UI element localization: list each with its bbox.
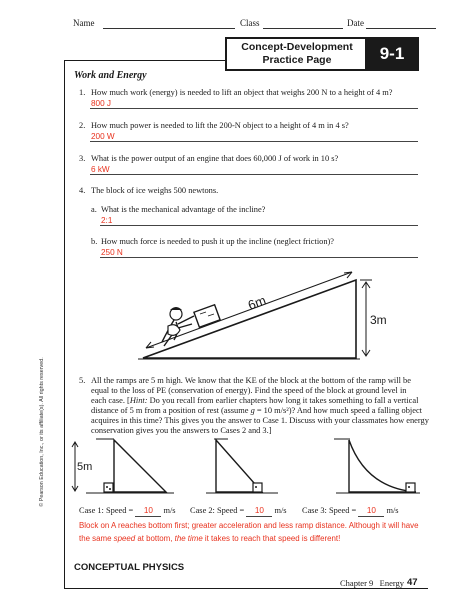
answer-4a: 2:1 — [101, 216, 113, 225]
question-5-line1: All the ramps are 5 m high. We know that the KE of the block at the bottom of the ramp will be — [91, 376, 411, 385]
question-1-number: 1. — [79, 88, 86, 97]
date-label: Date — [347, 18, 364, 28]
copyright-notice: © Pearson Education, Inc., or its affiliate(s). All rights reserved. — [39, 357, 45, 507]
footer-rule — [64, 588, 428, 589]
question-5-number: 5. — [79, 376, 86, 385]
title-line2: Practice Page — [262, 54, 332, 66]
answer-4a-line — [100, 225, 418, 226]
ramp-case-2 — [206, 439, 278, 493]
name-line — [103, 28, 235, 29]
question-5-line4: distance of 5 m from a position of rest (assume g = 10 m/s²)? And how much speed a falling object — [91, 406, 423, 415]
case-3-value: 10 — [358, 506, 384, 517]
ramp-case-1 — [72, 439, 174, 493]
case-1-label: Case 1: Speed = — [79, 506, 134, 515]
answer-4b: 250 N — [101, 248, 123, 257]
question-1-text: How much work (energy) is needed to lift an object that weighs 200 N to a height of 4 m? — [91, 88, 393, 97]
ramps-figure — [66, 436, 422, 502]
page-number-badge: 9-1 — [365, 37, 419, 71]
answer-4b-line — [100, 257, 418, 258]
question-4a-label: a. — [91, 205, 97, 214]
question-5-line5: acquires in this time? This gives you the answer to Case 1. Discuss with your classmates how energy — [91, 416, 429, 425]
incline-height-label: 3m — [370, 313, 387, 327]
answer-3: 6 kW — [91, 165, 110, 174]
class-line — [263, 28, 343, 29]
content-frame-top — [64, 60, 226, 61]
answer-1-line — [90, 108, 418, 109]
question-4b-label: b. — [91, 237, 98, 246]
question-4b-text: How much force is needed to push it up the incline (neglect friction)? — [101, 237, 335, 246]
case-2-speed — [190, 506, 287, 517]
question-5-line3: each case. [Hint: Do you recall from earlier chapters how long it takes something to fall a vertical — [91, 396, 419, 405]
answer-2: 200 W — [91, 132, 115, 141]
question-4-number: 4. — [79, 186, 86, 195]
date-line — [366, 28, 436, 29]
case-2-unit: m/s — [274, 506, 287, 515]
question-4-text: The block of ice weighs 500 newtons. — [91, 186, 219, 195]
answer-3-line — [90, 174, 418, 175]
footer-page-number: 47 — [407, 577, 418, 588]
class-label: Class — [240, 18, 260, 28]
title-box — [225, 37, 369, 71]
case-2-label: Case 2: Speed = — [190, 506, 245, 515]
case-2-value: 10 — [246, 506, 272, 517]
title-line1: Concept-Development — [241, 41, 353, 53]
content-frame-left — [64, 60, 65, 588]
case-3-speed — [302, 506, 399, 517]
case-1-speed — [79, 506, 176, 517]
question-4a-text: What is the mechanical advantage of the incline? — [101, 205, 266, 214]
section-title: Work and Energy — [74, 70, 147, 81]
name-label: Name — [73, 18, 95, 28]
case-1-unit: m/s — [163, 506, 176, 515]
explanation-line1: Block on A reaches bottom first; greater acceleration and less ramp distance. Although it will have — [79, 521, 419, 530]
ice-block-icon — [194, 305, 220, 328]
ramp-height-label: 5m — [77, 461, 93, 473]
footer-chapter: Chapter 9 Energy — [340, 578, 405, 588]
question-3-number: 3. — [79, 154, 86, 163]
question-2-text: How much power is needed to lift the 200-N object to a height of 4 m in 4 s? — [91, 121, 349, 130]
question-2-number: 2. — [79, 121, 86, 130]
answer-2-line — [90, 141, 418, 142]
slope-length-label: 6m — [245, 292, 268, 313]
question-5-line2: equal to the loss of PE (conservation of energy). Find the speed of the block at ground level in — [91, 386, 407, 395]
case-3-unit: m/s — [386, 506, 399, 515]
footer-book-title: CONCEPTUAL PHYSICS — [74, 562, 185, 573]
case-1-value: 10 — [135, 506, 161, 517]
explanation-line2: the same speed at bottom, the time it takes to reach that speed is different! — [79, 534, 341, 543]
case-3-label: Case 3: Speed = — [302, 506, 357, 515]
ramp-case-3 — [334, 439, 420, 493]
answer-1: 800 J — [91, 99, 112, 108]
incline-figure — [138, 262, 388, 366]
question-3-text: What is the power output of an engine that does 60,000 J of work in 10 s? — [91, 154, 339, 163]
question-5-line6: conservation gives you the answers to Cases 2 and 3.] — [91, 426, 272, 435]
